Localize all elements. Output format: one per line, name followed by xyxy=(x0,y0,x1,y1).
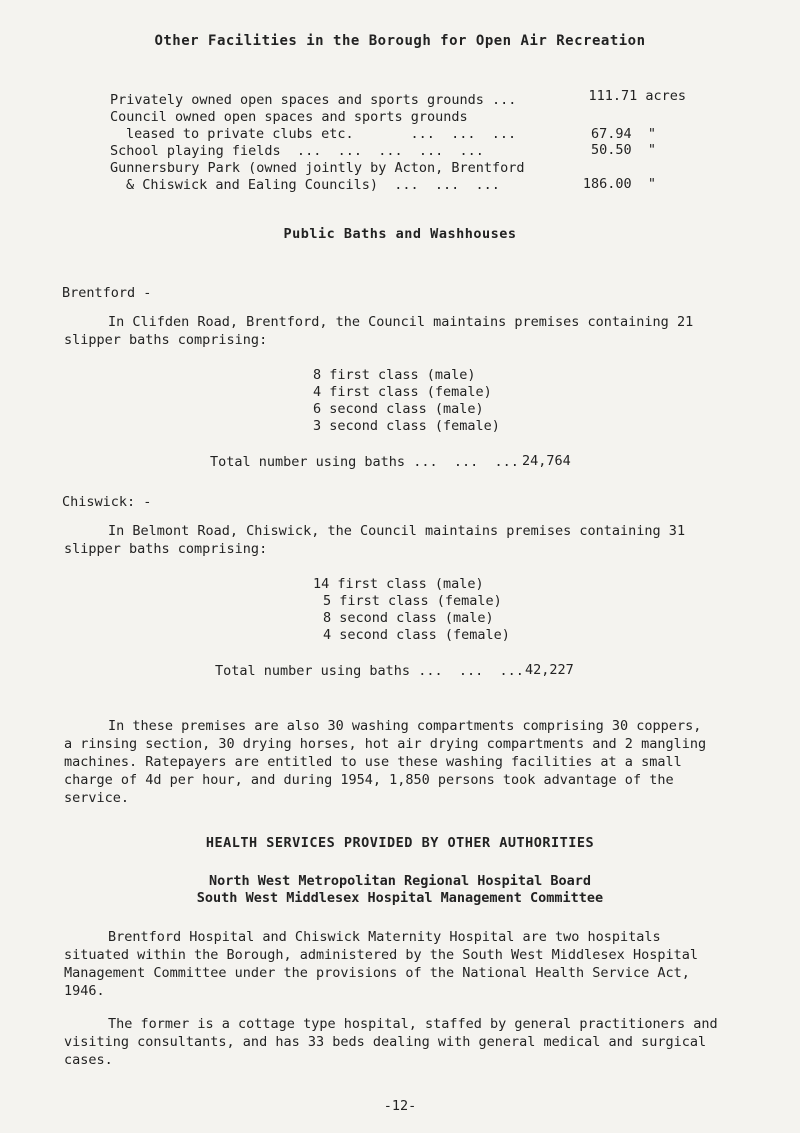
list-item: 14 first class (male) xyxy=(313,576,484,592)
paragraph-line: machines. Ratepayers are entitled to use these washing facilities at a small xyxy=(64,754,682,770)
paragraph-line: Management Committee under the provisions of the National Health Service Act, xyxy=(64,965,690,981)
committee-name: South West Middlesex Hospital Management Committee xyxy=(196,890,604,906)
total-label: Total number using baths ... ... ... xyxy=(215,663,524,679)
open-space-label: Gunnersbury Park (owned jointly by Acton, Brentford xyxy=(110,160,525,176)
open-space-label: Council owned open spaces and sports grounds xyxy=(110,109,468,125)
brentford-heading: Brentford - xyxy=(62,285,152,301)
paragraph-line: cases. xyxy=(64,1052,113,1068)
list-item: 5 first class (female) xyxy=(323,593,502,609)
open-space-value: 186.00 " xyxy=(582,176,656,192)
paragraph-line: charge of 4d per hour, and during 1954, 1,850 persons took advantage of the xyxy=(64,772,674,788)
brentford-intro: slipper baths comprising: xyxy=(64,332,268,348)
page-number: -12- xyxy=(383,1098,417,1114)
chiswick-intro: In Belmont Road, Chiswick, the Council maintains premises containing 31 xyxy=(108,523,686,539)
board-name: North West Metropolitan Regional Hospital Board xyxy=(208,873,591,889)
list-item: 8 first class (male) xyxy=(313,367,476,383)
paragraph-line: a rinsing section, 30 drying horses, hot air drying compartments and 2 mangling xyxy=(64,736,707,752)
paragraph-line: In these premises are also 30 washing compartments comprising 30 coppers, xyxy=(108,718,702,734)
total-value: 24,764 xyxy=(522,453,571,469)
paragraph-line: service. xyxy=(64,790,130,806)
open-space-label: leased to private clubs etc. ... ... ... xyxy=(126,126,517,142)
list-item: 3 second class (female) xyxy=(313,418,500,434)
list-item: 8 second class (male) xyxy=(323,610,494,626)
chiswick-heading: Chiswick: - xyxy=(62,494,152,510)
open-space-label: School playing fields ... ... ... ... ... xyxy=(110,143,484,159)
section-heading-baths: Public Baths and Washhouses xyxy=(283,226,517,242)
total-value: 42,227 xyxy=(525,662,574,678)
open-space-label: & Chiswick and Ealing Councils) ... ... ... xyxy=(126,177,500,193)
total-label: Total number using baths ... ... ... xyxy=(210,454,519,470)
section-heading-health: HEALTH SERVICES PROVIDED BY OTHER AUTHORITIES xyxy=(205,835,595,851)
paragraph-line: visiting consultants, and has 33 beds dealing with general medical and surgical xyxy=(64,1034,707,1050)
list-item: 4 first class (female) xyxy=(313,384,492,400)
open-space-label: Privately owned open spaces and sports grounds ... xyxy=(110,92,517,108)
brentford-intro: In Clifden Road, Brentford, the Council maintains premises containing 21 xyxy=(108,314,694,330)
paragraph-line: The former is a cottage type hospital, staffed by general practitioners and xyxy=(108,1016,718,1032)
paragraph-line: situated within the Borough, administered by the South West Middlesex Hospital xyxy=(64,947,698,963)
list-item: 4 second class (female) xyxy=(323,627,510,643)
chiswick-intro: slipper baths comprising: xyxy=(64,541,268,557)
open-space-value: 67.94 " xyxy=(590,126,656,142)
paragraph-line: Brentford Hospital and Chiswick Maternity Hospital are two hospitals xyxy=(108,929,661,945)
list-item: 6 second class (male) xyxy=(313,401,484,417)
open-space-value: 50.50 " xyxy=(590,142,656,158)
page-title: Other Facilities in the Borough for Open Air Recreation xyxy=(154,33,646,49)
paragraph-line: 1946. xyxy=(64,983,105,999)
open-space-value: 111.71 acres xyxy=(588,88,686,104)
